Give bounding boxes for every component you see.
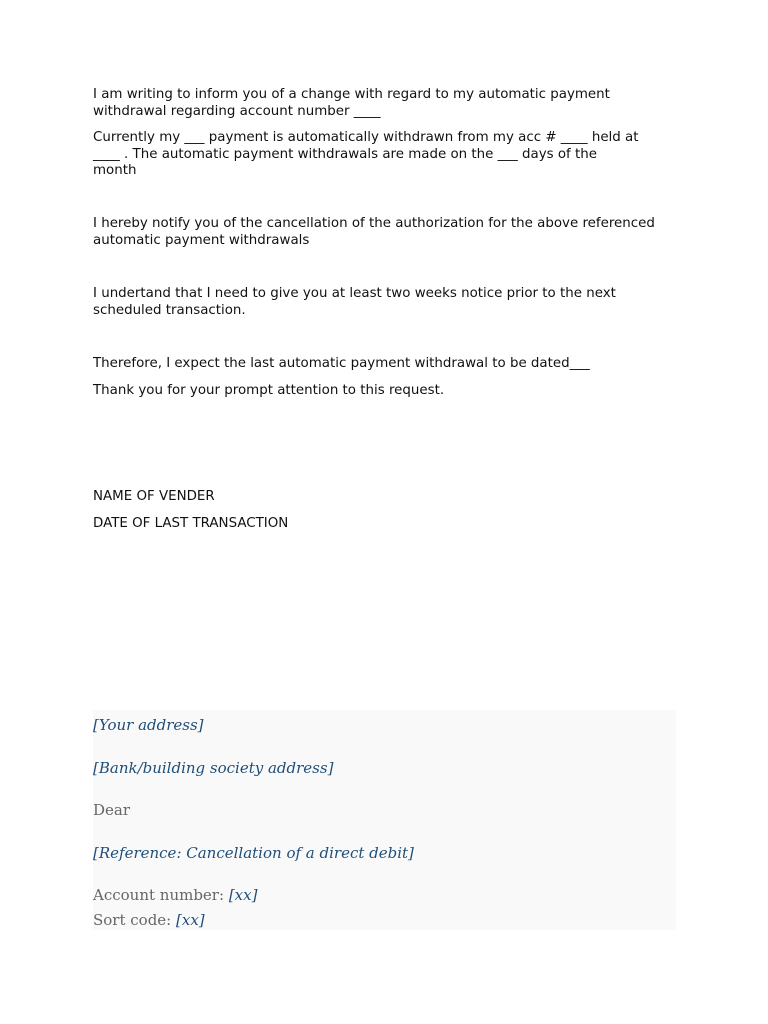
last-transaction-date-label: DATE OF LAST TRANSACTION: [93, 516, 289, 531]
intro-paragraph: I am writing to inform you of a change with regard to my automatic payment withdrawal regarding account number ____: [93, 87, 610, 119]
vendor-name-label: NAME OF VENDER: [93, 489, 215, 504]
payment-details-paragraph: [93, 130, 678, 180]
payment-details-line-1: Currently my ___ payment is automatically withdrawn from my acc # ____ held at: [93, 130, 639, 145]
sort-code-label: Sort code:: [93, 911, 177, 929]
your-address-placeholder: [Your address]: [93, 716, 204, 734]
account-number-placeholder: [xx]: [228, 886, 258, 904]
sort-code-placeholder: [xx]: [176, 911, 205, 929]
notice-paragraph: I undertand that I need to give you at least two weeks notice prior to the next scheduled transaction.: [93, 286, 616, 318]
account-number-label: Account number:: [93, 886, 229, 904]
last-withdrawal-paragraph: Therefore, I expect the last automatic payment withdrawal to be dated___: [93, 356, 590, 371]
payment-details-line-2: ____ . The automatic payment withdrawals are made on the ___ days of the: [93, 146, 597, 162]
reference-placeholder: [Reference: Cancellation of a direct debit]: [93, 844, 414, 862]
account-number-line: [93, 886, 257, 904]
cancellation-paragraph: I hereby notify you of the cancellation of the authorization for the above referenced automatic payment withdrawals: [93, 216, 655, 248]
thanks-paragraph: Thank you for your prompt attention to this request.: [93, 383, 445, 398]
sort-code-line: [93, 911, 205, 929]
salutation: Dear: [93, 801, 131, 819]
payment-details-line-3: month: [93, 163, 137, 178]
bank-address-placeholder: [Bank/building society address]: [93, 759, 334, 777]
